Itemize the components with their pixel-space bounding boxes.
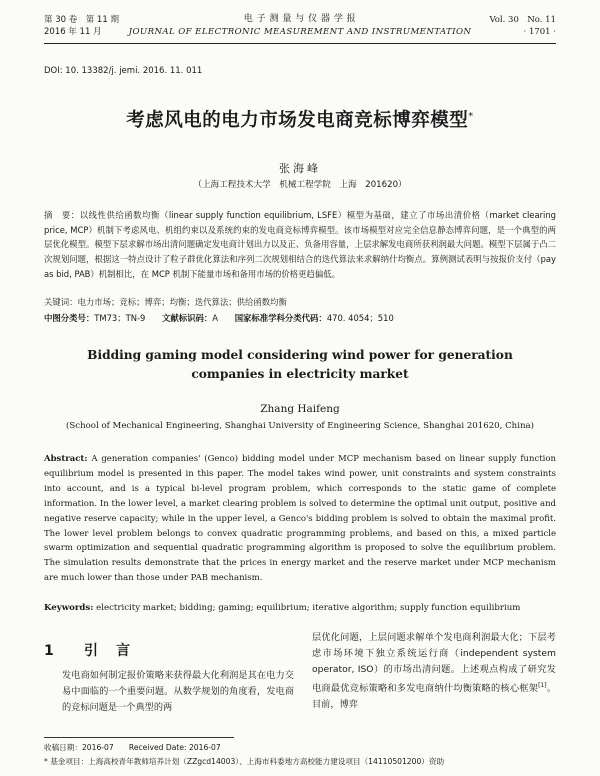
abstract-en-text: A generation companies' (Genco) bidding model under MCP mechanism based on linear supply function equilibrium model is presented in this paper. The model takes wind power, unit constraints and system constraints into account, and is a typical bi-level program problem, which corresponds to the static game of complete information. In the lower level, a market clearing problem is solved to determine the optimal unit output, positive and negative reserve capacity; while in the upper level, a Genco's bidding problem is solved to obtain the maximal profit. The lower level problem belongs to convex quadratic programming problems, and based on this, a mixed particle swarm optimization and sequential quadratic programming algorithm is proposed to solve the equilibrium problem. The simulation results demonstrate that the prices in energy market and the reserve market under MCP mechanism are much lower than those under PAB mechanism. [44, 454, 556, 584]
clc-label: 中图分类号： [44, 313, 95, 323]
abstract-en [44, 452, 556, 586]
author-en: Zhang Haifeng [260, 403, 340, 415]
citation-ref[interactable]: [1] [538, 682, 547, 689]
affiliation-en: (School of Mechanical Engineering, Shanghai University of Engineering Science, Shanghai 201620, China) [66, 421, 534, 431]
classification-codes [44, 312, 564, 324]
footnote-fund: * 基金项目：上海高校青年教师培养计划（ZZgcd14003）、上海市科委地方高校能力建设项目（14110501200）资助 [44, 757, 445, 766]
footnote-rule [44, 737, 234, 738]
title-cn-text: 考虑风电的电力市场发电商竞标博弈模型 [126, 110, 469, 131]
page-number: · 1701 · [523, 27, 556, 37]
body-column-left [62, 668, 294, 716]
std-code-value: 470. 4054；510 [326, 313, 394, 323]
header-rule [44, 43, 556, 44]
author-cn: 张海峰 [279, 162, 321, 175]
doc-code-value: A [212, 313, 219, 323]
body-right-text: 层优化问题，上层问题求解单个发电商利润最大化；下层考虑市场环境下独立系统运行商（independent system operator, ISO）的市场出清问题。上述观点构成了研究发电商最优竞标策略和多发电商纳什均衡策略的核心框架 [312, 632, 556, 695]
section-number: 1 [44, 643, 54, 659]
keywords-en-text: electricity market; bidding; gaming; equilibrium; iterative algorithm; supply function equilibrium [93, 603, 521, 613]
abstract-en-label: Abstract: [44, 454, 88, 464]
std-code-label: 国家标准学科分类代码： [234, 313, 327, 323]
keywords-en-label: Keywords: [44, 603, 94, 613]
body-left-text: 发电商如何制定报价策略来获得最大化利润是其在电力交易中面临的一个重要问题。从数学规划的角度看，发电商的竞标问题是一个典型的两 [62, 670, 294, 713]
doi[interactable]: DOI: 10. 13382/j. jemi. 2016. 11. 011 [44, 66, 203, 76]
title-en-line1: Bidding gaming model considering wind power for generation [87, 348, 513, 362]
title-footnote-mark: * [468, 110, 474, 122]
footnote-received: 收稿日期：2016-07 Received Date: 2016-07 [44, 743, 221, 752]
header-date: 2016 年 11 月 [44, 27, 102, 37]
section-heading [44, 640, 148, 660]
paper-title-cn [0, 106, 600, 132]
doc-code-label: 文献标识码： [162, 313, 213, 323]
affiliation-cn: （上海工程技术大学 机械工程学院 上海 201620） [193, 180, 407, 190]
paper-title-en [0, 346, 600, 384]
body-right-tail: 。目前，博弈 [312, 683, 557, 711]
header-volume-issue: 第 30 卷 第 11 期 [44, 15, 119, 25]
keywords-cn: 关键词：电力市场；竞标；博弈；均衡；迭代算法；供给函数均衡 [44, 297, 287, 307]
section-title: 引言 [84, 643, 148, 659]
keywords-en [44, 603, 556, 613]
title-en-line2: companies in electricity market [191, 367, 409, 381]
header-volume-number: Vol. 30 No. 11 [489, 15, 556, 25]
clc-value: TM73；TN-9 [94, 313, 146, 323]
journal-name-cn: 电 子 测 量 与 仪 器 学 报 [243, 14, 357, 24]
journal-name-en: JOURNAL OF ELECTRONIC MEASUREMENT AND INSTRUMENTATION [128, 27, 472, 37]
abstract-cn: 摘 要：以线性供给函数均衡（linear supply function equilibrium, LSFE）模型为基础，建立了市场出清价格（market clearing price, MCP）机制下考虑风电、机组约束以及系统约束的发电商竞标博弈模型。该市场模型对应完全信息静态博弈问题，是一个典型的两层优化模型。模型下层求解市场出清问题确定发电商计划出力以及正、负备用容量，上层求解发电商所获利润最大问题。模型下层属于凸二次规划问题，根据这一特点设计了粒子群优化算法和序列二次规划相结合的迭代算法来求解纳什均衡点。算例测试表明与按报价支付（pay as bid, PAB）机制相比，在 MCP 机制下能量市场和备用市场的价格更趋偏低。 [44, 210, 556, 279]
header-volume-en [489, 14, 556, 38]
body-column-right [312, 630, 556, 713]
